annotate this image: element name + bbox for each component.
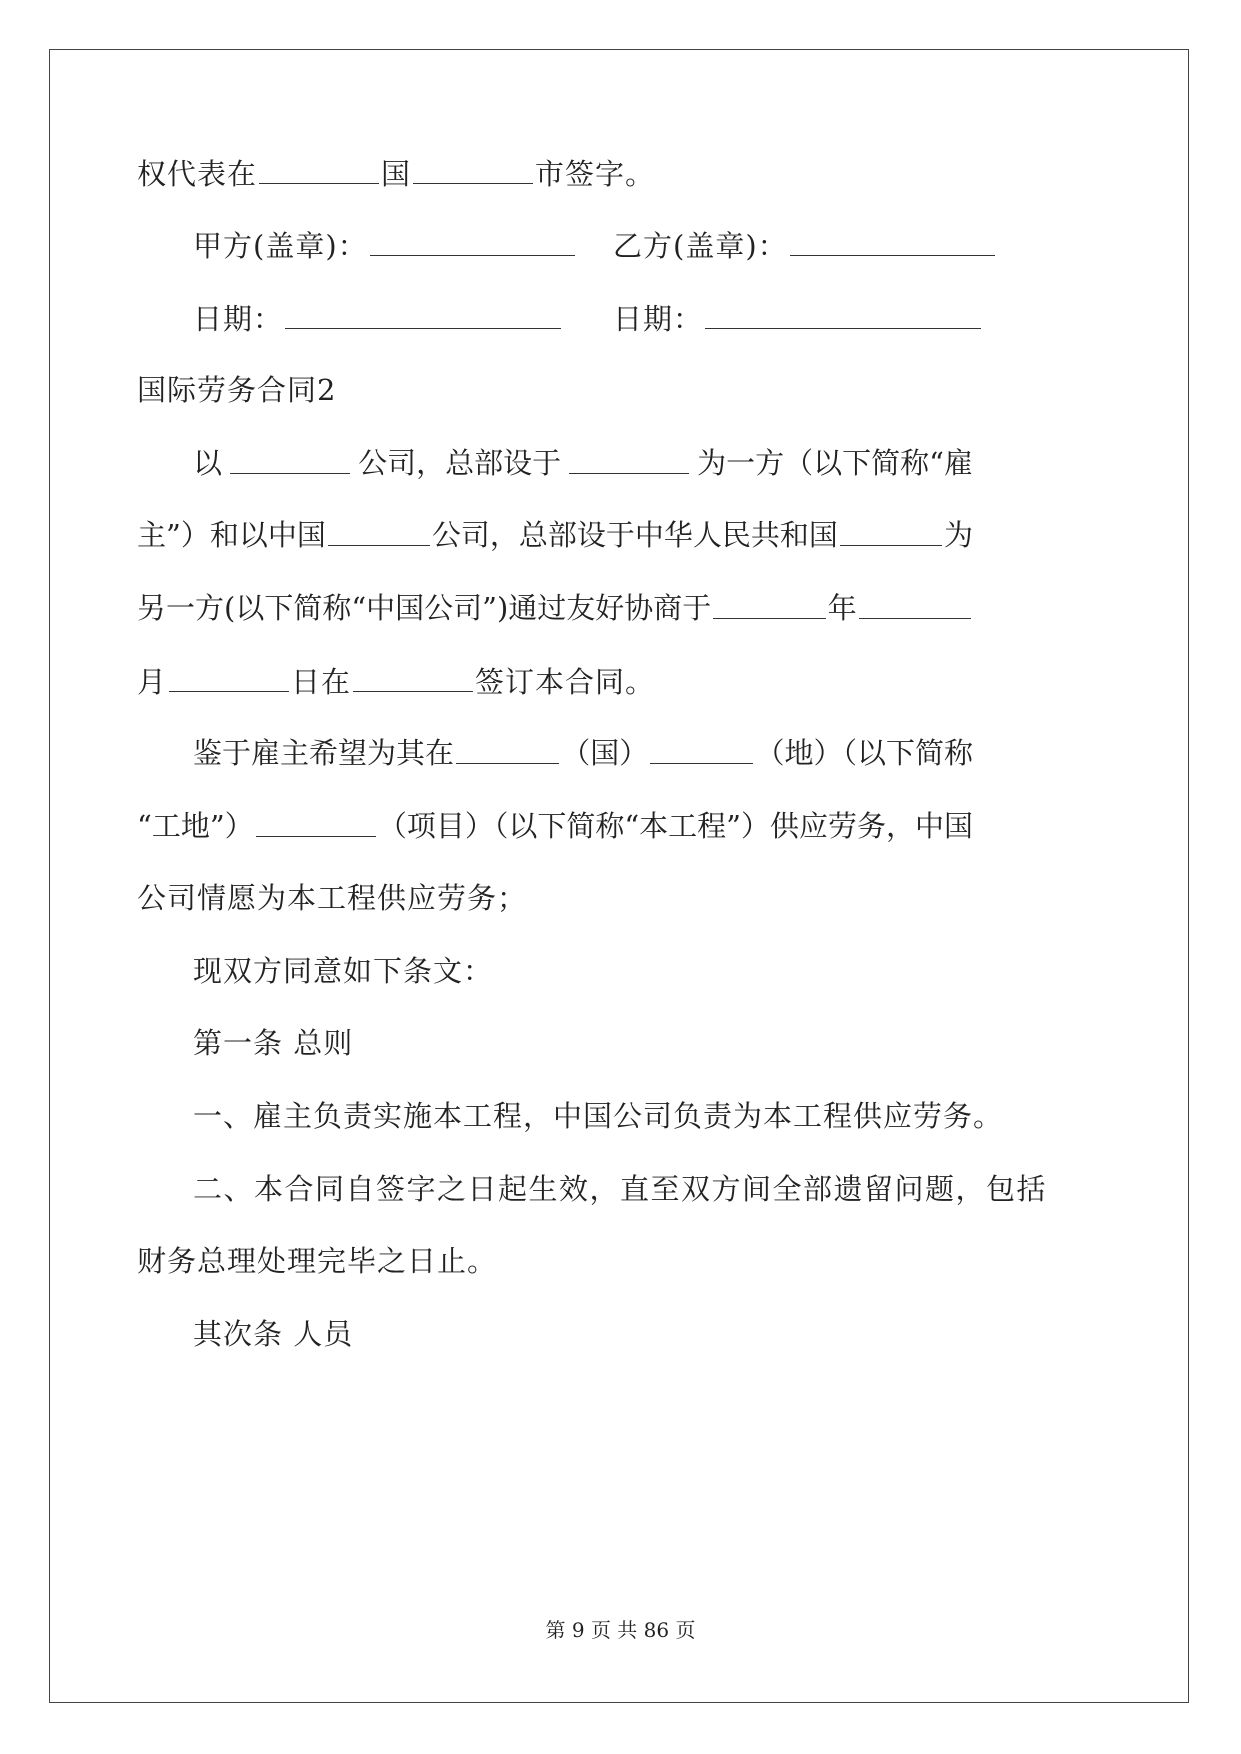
blank-field bbox=[705, 298, 981, 329]
party-a-seal bbox=[193, 225, 577, 266]
blank-field bbox=[353, 661, 473, 692]
blank-field bbox=[840, 515, 942, 546]
text-segment: 以 bbox=[193, 446, 223, 480]
date-b-label: 日期： bbox=[613, 302, 704, 336]
text-segment: 日在 bbox=[291, 665, 352, 699]
blank-field bbox=[650, 733, 753, 764]
text-segment: （国） bbox=[561, 736, 649, 770]
text-segment: 另一方(以下简称“中国公司”)通过友好协商于 bbox=[137, 591, 712, 625]
party-b-label: 乙方(盖章)： bbox=[613, 229, 788, 263]
text-line bbox=[137, 588, 973, 628]
text-line: 二、本合同自签字之日起生效，直至双方间全部遗留问题，包括 bbox=[193, 1172, 1048, 1206]
text-segment: 年 bbox=[827, 591, 857, 625]
blank-field bbox=[413, 153, 533, 184]
text-segment: 公司，总部设于中华人民共和国 bbox=[431, 518, 838, 552]
text-segment: “工地”） bbox=[137, 809, 254, 843]
text-line bbox=[137, 515, 973, 555]
party-a-label: 甲方(盖章)： bbox=[193, 229, 368, 263]
blank-field bbox=[328, 515, 430, 546]
text-segment: 公司，总部设于 bbox=[358, 446, 562, 480]
blank-field bbox=[859, 588, 971, 619]
text-segment: 国 bbox=[381, 157, 412, 191]
text-segment: 签订本合同。 bbox=[475, 665, 656, 699]
text-line bbox=[137, 153, 655, 194]
blank-field bbox=[230, 443, 350, 474]
text-segment: （项目）（以下简称“本工程”）供应劳务，中国 bbox=[377, 809, 973, 843]
blank-field bbox=[256, 806, 376, 837]
article-heading: 其次条 人员 bbox=[193, 1317, 354, 1351]
party-b-seal bbox=[613, 225, 997, 266]
text-line bbox=[137, 661, 655, 702]
blank-field bbox=[569, 443, 689, 474]
text-segment: 鉴于雇主希望为其在 bbox=[193, 736, 455, 770]
blank-field bbox=[285, 298, 561, 329]
blank-field bbox=[169, 661, 289, 692]
blank-field bbox=[713, 588, 825, 619]
date-a-line bbox=[193, 298, 563, 339]
text-segment: 为一方（以下简称“雇 bbox=[697, 446, 973, 480]
text-line bbox=[193, 443, 973, 483]
text-line: 公司情愿为本工程供应劳务； bbox=[137, 881, 528, 915]
text-line bbox=[137, 806, 973, 846]
article-heading: 第一条 总则 bbox=[193, 1026, 354, 1060]
blank-field bbox=[259, 153, 379, 184]
text-line bbox=[193, 733, 973, 773]
blank-field bbox=[370, 225, 575, 256]
date-a-label: 日期： bbox=[193, 302, 284, 336]
text-segment: 月 bbox=[137, 665, 168, 699]
blank-field bbox=[790, 225, 995, 256]
text-segment: （地）（以下简称 bbox=[755, 736, 973, 770]
text-segment: 权代表在 bbox=[137, 157, 258, 191]
page-number: 第 9 页 共 86 页 bbox=[545, 1618, 696, 1642]
blank-field bbox=[456, 733, 559, 764]
text-line: 现双方同意如下条文： bbox=[193, 954, 494, 988]
text-segment: 主”）和以中国 bbox=[137, 518, 326, 552]
text-line: 一、雇主负责实施本工程，中国公司负责为本工程供应劳务。 bbox=[193, 1099, 1004, 1133]
text-line: 财务总理处理完毕之日止。 bbox=[137, 1244, 498, 1278]
text-segment: 市签字。 bbox=[535, 157, 656, 191]
contract-heading: 国际劳务合同2 bbox=[137, 373, 337, 407]
text-segment: 为 bbox=[943, 518, 973, 552]
date-b-line bbox=[613, 298, 983, 339]
